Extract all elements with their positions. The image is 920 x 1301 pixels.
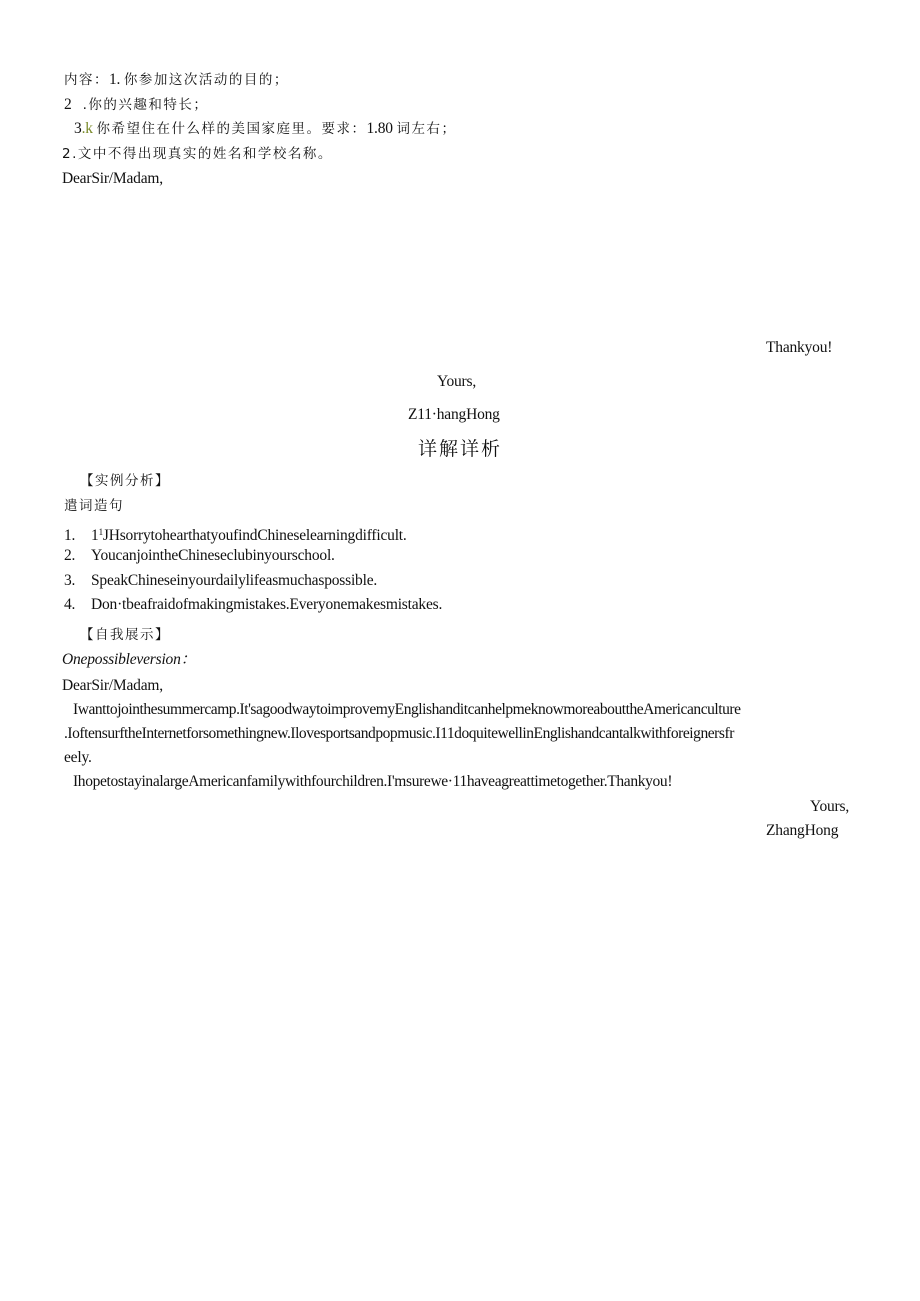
sentence-text: Don·tbeafraidofmakingmistakes.Everyonemakesmistakes. [91,596,443,613]
sentence-text: SpeakChineseinyourdailylifeasmuchaspossible. [91,572,378,589]
content-item-3 [74,119,457,139]
sentence-item [64,546,335,566]
essay-closing: Yours, [810,798,850,815]
task-greeting: DearSir/Madam, [62,170,163,187]
item3-text-b: 词左右； [396,121,457,137]
sentence-item [64,522,407,546]
example-heading: 【实例分析】 [80,473,170,489]
essay-greeting: DearSir/Madam, [62,677,163,694]
essay-paragraph-1-line-1: Iwanttojointhesummercamp.It'sagoodwaytoimprovemyEnglishanditcanhelpmeknowmoreabouttheAmericanculture [73,701,741,718]
content-item-4: 2.文中不得出现真实的姓名和学校名称。 [62,146,333,162]
item1-text: 你参加这次活动的目的； [123,72,289,88]
essay-signature: ZhangHong [766,822,839,839]
item3-number: 3 [74,120,82,137]
item2-number: 2 [64,96,72,113]
content-item-2 [64,95,208,115]
sentence-lead: 1 [91,527,99,544]
sentence-heading: 遣词造句 [64,498,124,514]
analysis-title: 详解详析 [418,438,503,460]
sentence-text: YoucanjointheChineseclubinyourschool. [91,547,335,564]
version-label: Onepossibleversion： [62,651,196,668]
sentence-number: 3. [64,572,76,589]
item1-number: 1. [109,71,121,88]
sentence-number: 2. [64,547,76,564]
item3-text-a: 你希望住在什么样的美国家庭里。要求： [96,121,367,137]
item3-word-count: 1.80 [366,120,393,137]
essay-paragraph-1-line-3: eely. [64,749,92,766]
task-signature: Z11·hangHong [408,406,500,423]
task-closing: Yours, [437,373,477,390]
sentence-number: 1. [64,527,76,544]
content-item-1 [64,70,289,90]
sentence-superscript: 1 [98,527,103,537]
sentence-number: 4. [64,596,76,613]
task-thanks: Thankyou! [766,339,833,356]
item3-mark: .k [81,120,93,137]
item2-text: .你的兴趣和特长； [82,97,209,113]
content-prefix: 内容： [64,72,109,88]
sentence-item [64,571,377,591]
sentence-text: JHsorrytohearthatyoufindChineselearningdifficult. [102,527,407,544]
essay-paragraph-1-line-2: .IoftensurftheInternetforsomethingnew.Ilovesportsandpopmusic.I11doquitewellinEnglishandcantalkwithforeignersfr [64,725,734,742]
essay-paragraph-2: IhopetostayinalargeAmericanfamilywithfourchildren.I'msurewe·11haveagreattimetogether.Thankyou! [73,773,673,790]
self-heading: 【自我展示】 [80,627,170,643]
sentence-item [64,595,442,615]
